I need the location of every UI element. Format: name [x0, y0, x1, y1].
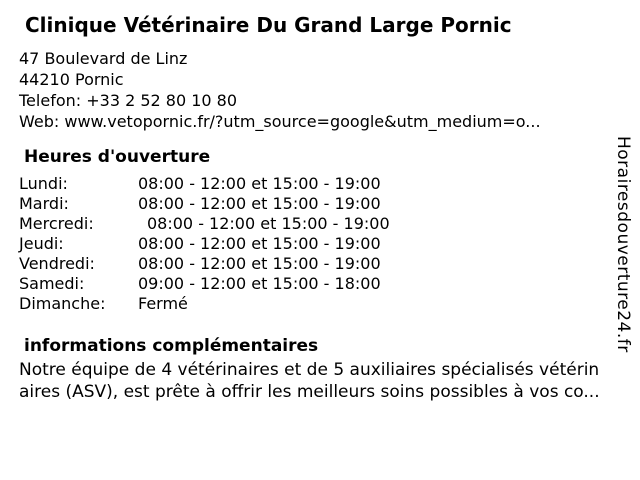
day-label: Vendredi: — [19, 254, 95, 273]
hours-value: 08:00 - 12:00 et 15:00 - 19:00 — [138, 174, 381, 193]
hours-value: 08:00 - 12:00 et 15:00 - 19:00 — [138, 254, 381, 273]
page-title: Clinique Vétérinaire Du Grand Large Pornic — [25, 13, 512, 37]
hours-row-friday — [19, 254, 390, 274]
day-label: Mardi: — [19, 194, 69, 213]
info-text-line: Notre équipe de 4 vétérinaires et de 5 auxiliaires spécialisés vétérin — [19, 360, 600, 380]
address-city-line: 44210 Pornic — [19, 70, 124, 89]
hours-row-monday — [19, 174, 390, 194]
opening-hours-heading: Heures d'ouverture — [24, 147, 211, 167]
watermark-brand: Horairesdouverture24.fr — [613, 136, 633, 353]
info-text-line: aires (ASV), est prête à offrir les meilleurs soins possibles à vos co... — [19, 382, 600, 402]
opening-hours-table — [19, 174, 390, 314]
day-label: Lundi: — [19, 174, 68, 193]
hours-row-saturday — [19, 274, 390, 294]
hours-row-thursday — [19, 234, 390, 254]
day-label: Dimanche: — [19, 294, 106, 313]
day-label: Mercredi: — [19, 214, 94, 233]
contact-block — [19, 48, 541, 132]
hours-value: 08:00 - 12:00 et 15:00 - 19:00 — [147, 214, 390, 233]
hours-value: 08:00 - 12:00 et 15:00 - 19:00 — [138, 194, 381, 213]
additional-info-heading: informations complémentaires — [24, 336, 319, 356]
hours-row-wednesday — [19, 214, 390, 234]
address-street-line: 47 Boulevard de Linz — [19, 49, 188, 68]
phone-line: Telefon: +33 2 52 80 10 80 — [19, 91, 238, 110]
hours-value: 08:00 - 12:00 et 15:00 - 19:00 — [138, 234, 381, 253]
day-label: Jeudi: — [19, 234, 64, 253]
day-label: Samedi: — [19, 274, 85, 293]
hours-row-sunday — [19, 294, 390, 314]
additional-info-text — [19, 359, 600, 403]
hours-value: 09:00 - 12:00 et 15:00 - 18:00 — [138, 274, 381, 293]
hours-value: Fermé — [138, 294, 188, 313]
website-line: Web: www.vetopornic.fr/?utm_source=google&utm_medium=o... — [19, 112, 541, 131]
hours-row-tuesday — [19, 194, 390, 214]
